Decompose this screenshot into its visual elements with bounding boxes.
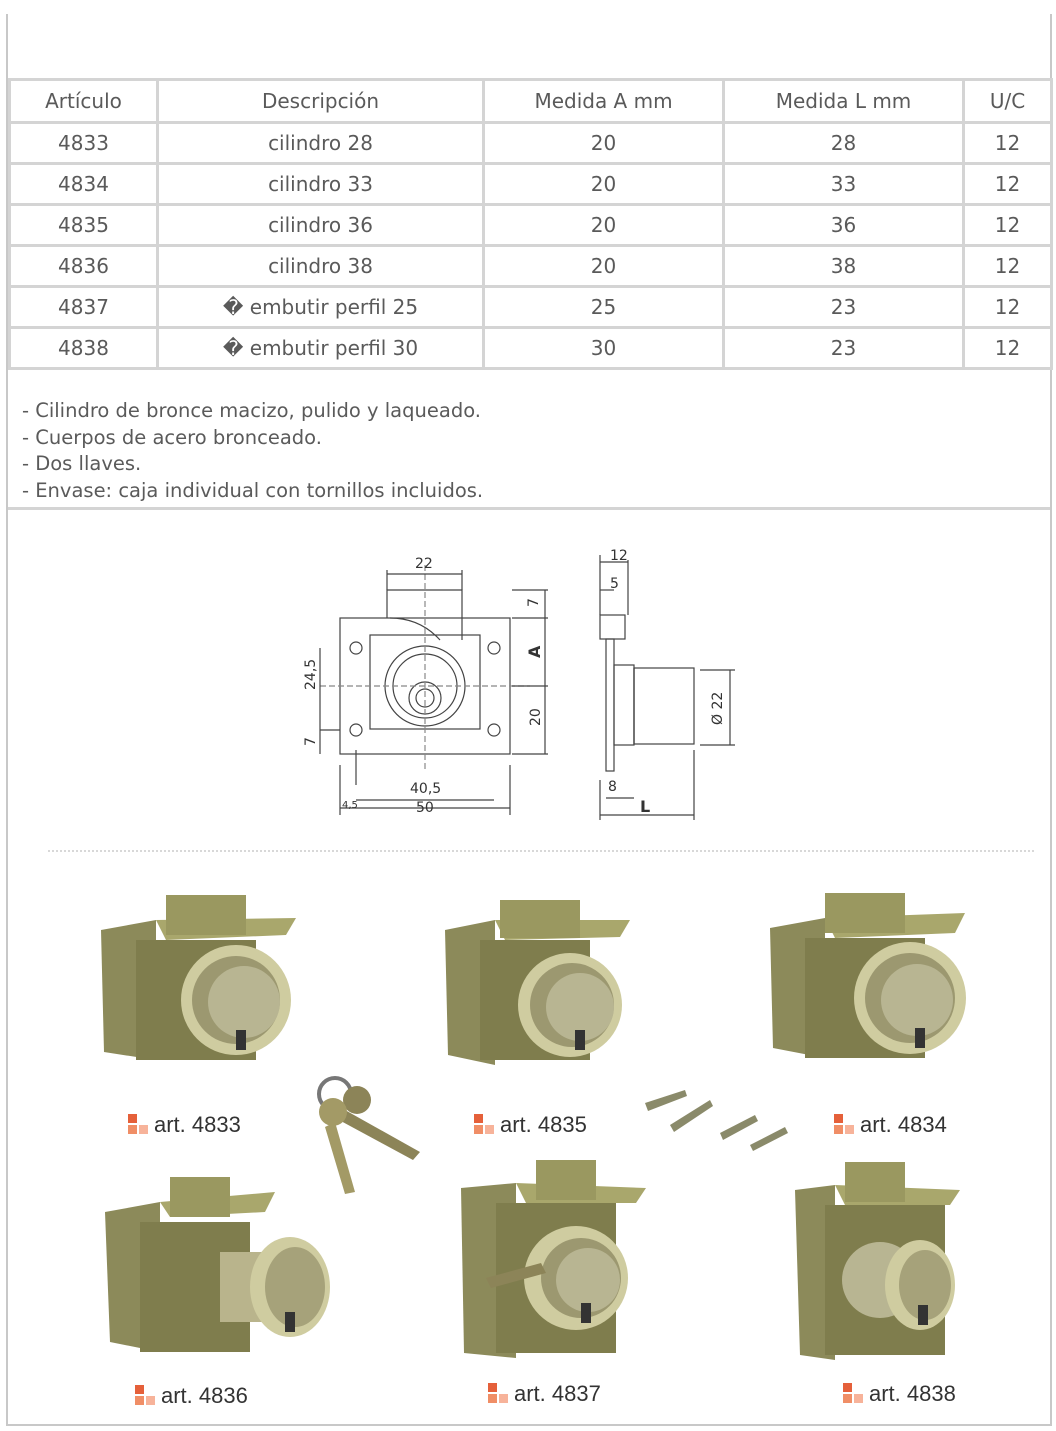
photo-caption: art. 4836 (135, 1383, 248, 1409)
cell-medida-a: 30 (484, 328, 724, 369)
dim-label: Ø 22 (710, 691, 726, 725)
cell-descripcion: cilindro 33 (158, 164, 484, 205)
dim-label: 12 (610, 548, 628, 564)
table-row (10, 328, 1052, 369)
dotted-separator (48, 850, 1034, 852)
cell-uc: 12 (964, 246, 1052, 287)
lock-photo-icon (790, 1160, 970, 1370)
dim-label: L (640, 797, 651, 816)
photo-caption: art. 4837 (488, 1381, 601, 1407)
col-header-descripcion: Descripción (158, 80, 484, 123)
cell-medida-l: 38 (724, 246, 964, 287)
table-header-row (10, 80, 1052, 123)
col-header-uc: U/C (964, 80, 1052, 123)
cell-descripcion: � embutir perfil 30 (158, 328, 484, 369)
product-notes (8, 386, 1050, 510)
cell-articulo: 4833 (10, 123, 158, 164)
cell-descripcion: cilindro 38 (158, 246, 484, 287)
note-line: - Envase: caja individual con tornillos incluidos. (22, 478, 484, 502)
cell-articulo: 4836 (10, 246, 158, 287)
cell-medida-l: 23 (724, 328, 964, 369)
dim-label: A (525, 645, 544, 658)
photo-caption: art. 4834 (834, 1112, 947, 1138)
note-line: - Cuerpos de acero bronceado. (22, 425, 322, 449)
lock-photo-icon (96, 890, 306, 1080)
cell-medida-l: 33 (724, 164, 964, 205)
screws-photo-icon (640, 1085, 790, 1155)
dim-label: 8 (608, 779, 617, 795)
dim-label: 4,5 (342, 800, 358, 811)
table-row (10, 164, 1052, 205)
lock-photo-icon (440, 895, 640, 1080)
photo-caption: art. 4833 (128, 1112, 241, 1138)
cell-medida-a: 20 (484, 123, 724, 164)
bullet-squares-icon (128, 1114, 148, 1134)
photo-caption: art. 4838 (843, 1381, 956, 1407)
lock-photo-icon (100, 1172, 335, 1372)
bullet-squares-icon (488, 1383, 508, 1403)
cell-uc: 12 (964, 123, 1052, 164)
cell-uc: 12 (964, 328, 1052, 369)
cell-uc: 12 (964, 164, 1052, 205)
photo-caption: art. 4835 (474, 1112, 587, 1138)
cell-medida-a: 20 (484, 205, 724, 246)
cell-uc: 12 (964, 287, 1052, 328)
technical-drawing (290, 540, 750, 830)
bullet-squares-icon (135, 1385, 155, 1405)
cell-articulo: 4838 (10, 328, 158, 369)
table-row (10, 287, 1052, 328)
cell-medida-l: 28 (724, 123, 964, 164)
cell-articulo: 4834 (10, 164, 158, 205)
cell-descripcion: cilindro 36 (158, 205, 484, 246)
note-line: - Dos llaves. (22, 452, 142, 475)
cell-articulo: 4837 (10, 287, 158, 328)
dim-label: 50 (416, 800, 434, 816)
bullet-squares-icon (834, 1114, 854, 1134)
lock-photo-icon (765, 888, 980, 1078)
cell-medida-a: 20 (484, 164, 724, 205)
cell-descripcion: cilindro 28 (158, 123, 484, 164)
table-row (10, 205, 1052, 246)
dim-label: 20 (528, 708, 544, 726)
col-header-medida-l: Medida L mm (724, 80, 964, 123)
bullet-squares-icon (474, 1114, 494, 1134)
cell-medida-a: 25 (484, 287, 724, 328)
note-line: - Cilindro de bronce macizo, pulido y laqueado. (22, 399, 481, 422)
cell-uc: 12 (964, 205, 1052, 246)
col-header-articulo: Artículo (10, 80, 158, 123)
cell-medida-l: 36 (724, 205, 964, 246)
dim-label: 5 (610, 576, 619, 592)
lock-photo-icon (456, 1158, 656, 1368)
dim-label: 40,5 (410, 781, 442, 797)
cell-medida-a: 20 (484, 246, 724, 287)
table-row (10, 246, 1052, 287)
cell-articulo: 4835 (10, 205, 158, 246)
dim-label: 7 (303, 737, 319, 746)
product-table (8, 78, 1053, 370)
dim-label: 7 (526, 598, 542, 607)
table-row (10, 123, 1052, 164)
dim-label: 24,5 (303, 658, 319, 690)
col-header-medida-a: Medida A mm (484, 80, 724, 123)
cell-descripcion: � embutir perfil 25 (158, 287, 484, 328)
dim-label: 22 (415, 556, 433, 572)
bullet-squares-icon (843, 1383, 863, 1403)
cell-medida-l: 23 (724, 287, 964, 328)
